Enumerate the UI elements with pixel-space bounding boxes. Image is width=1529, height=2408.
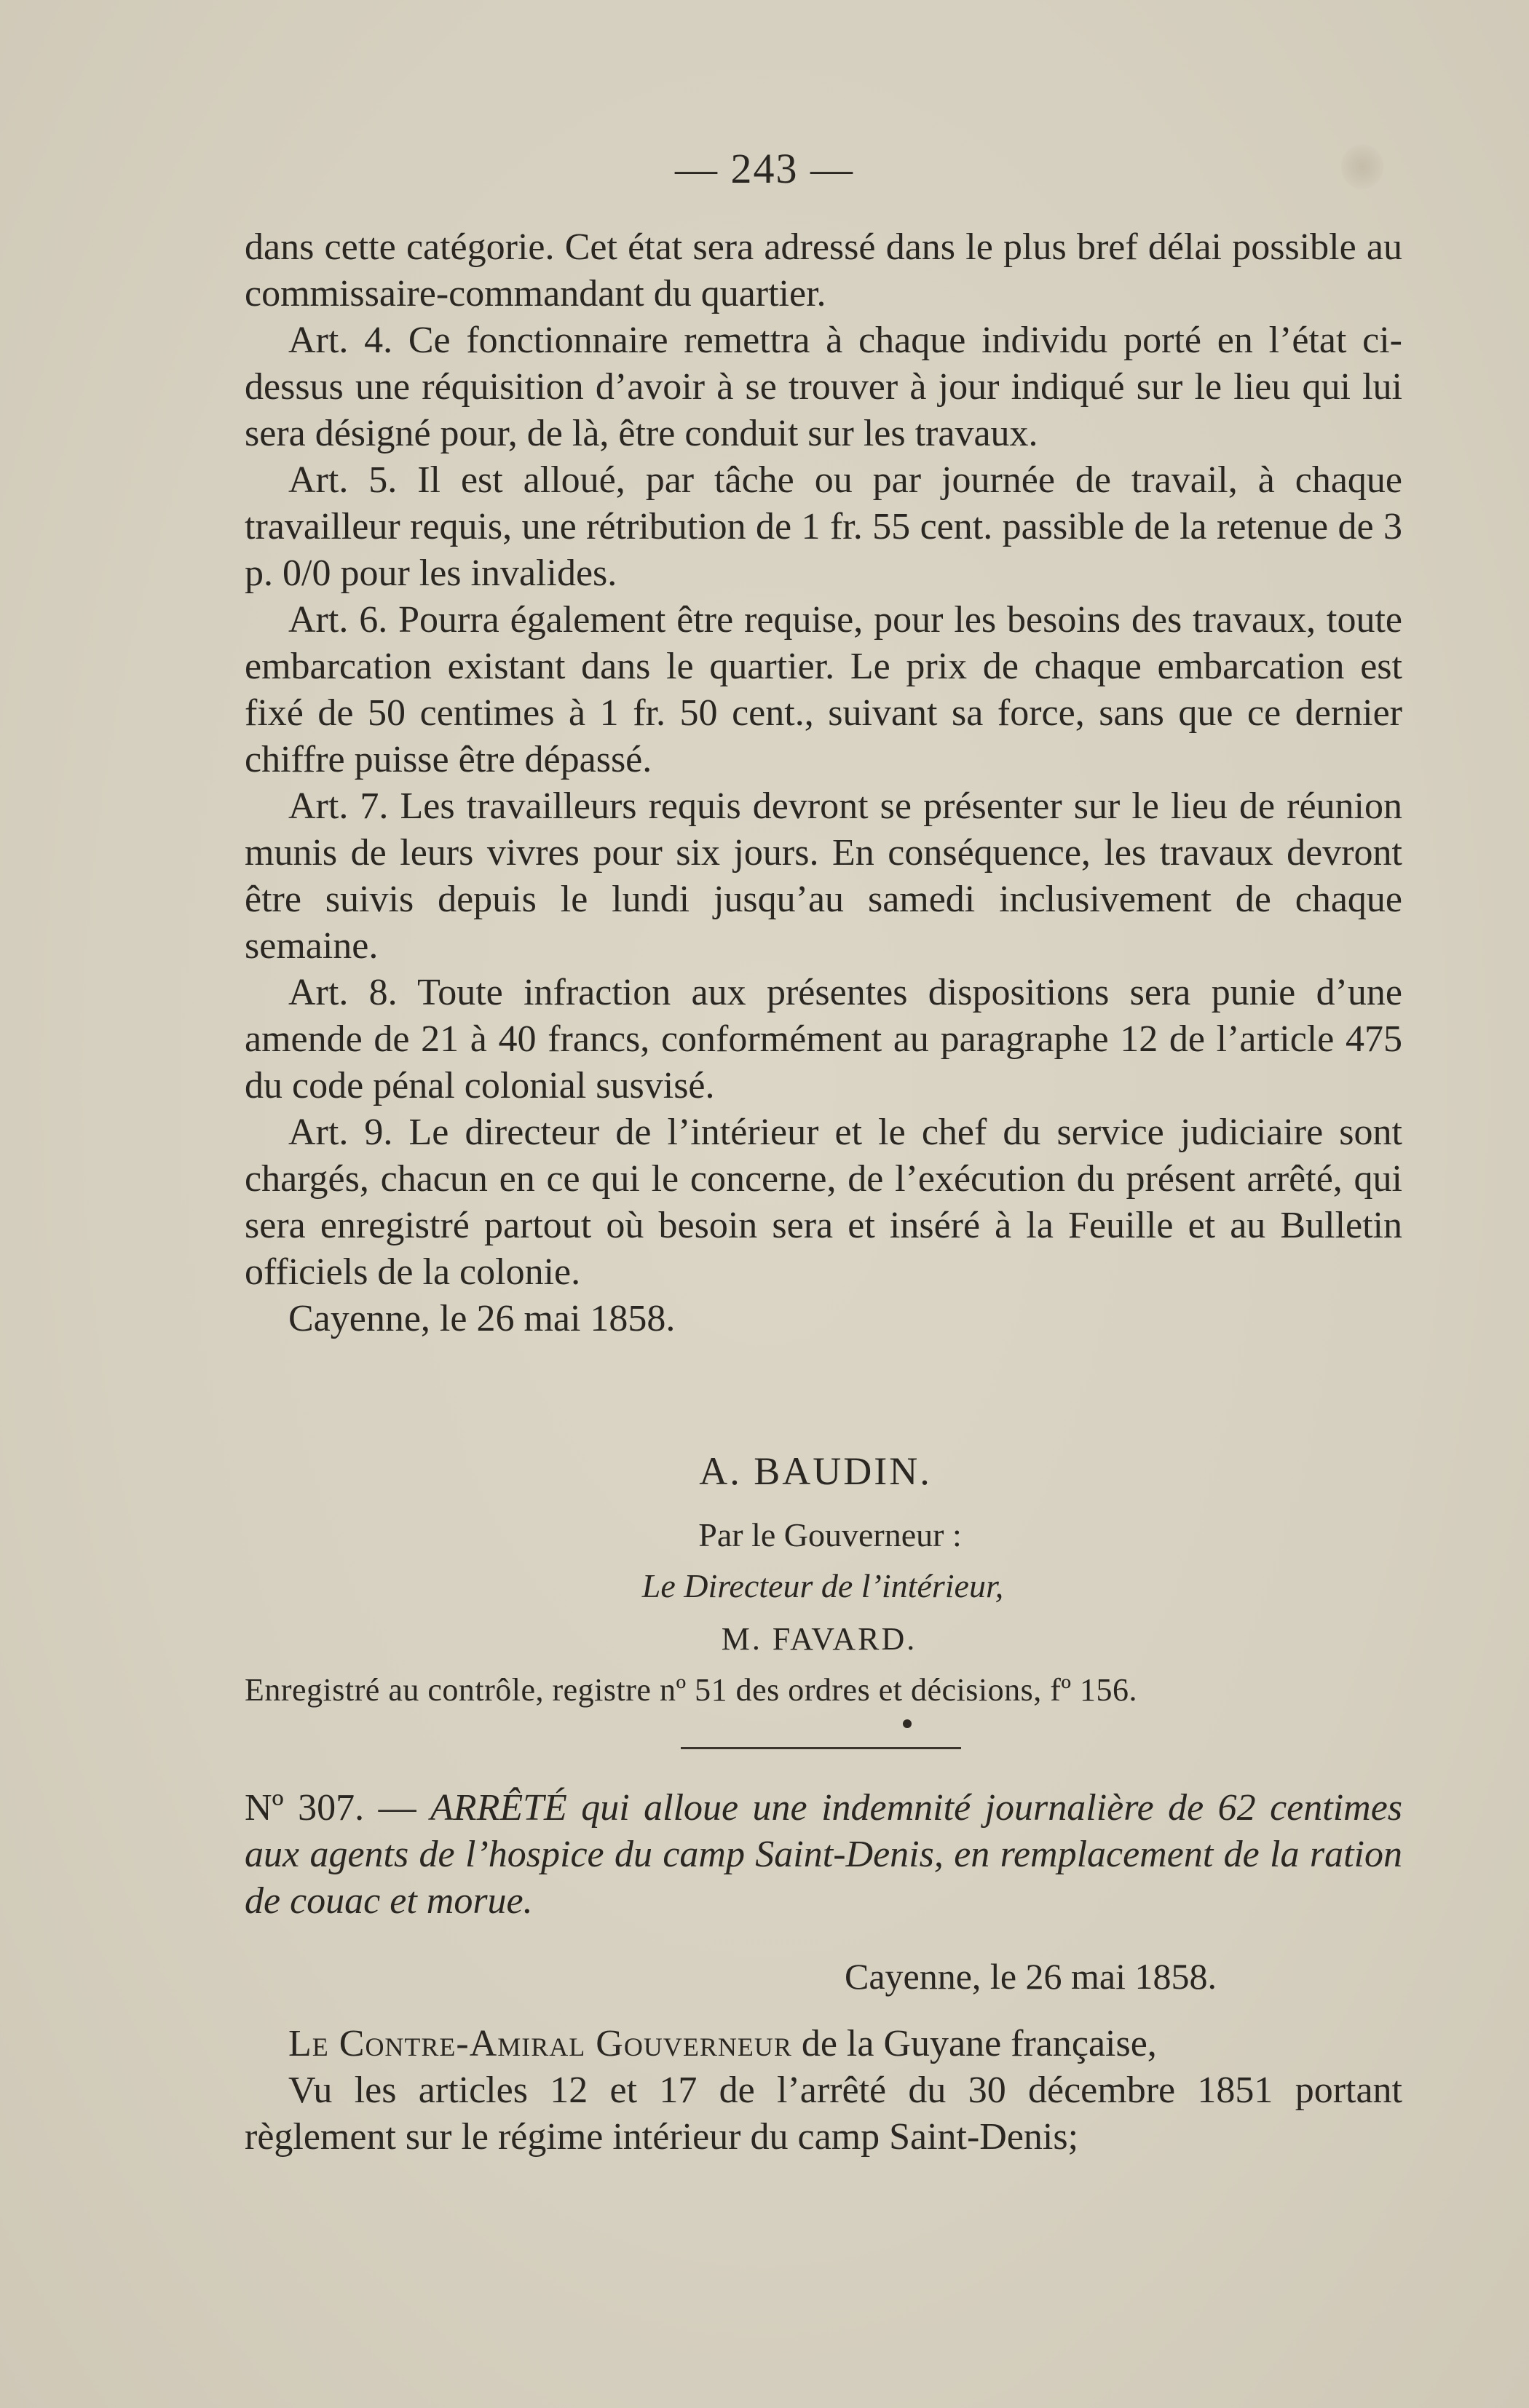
article-4: Art. 4. Ce fonctionnaire remettra à chaque individu porté en l’état ci-dessus une réquisition d’avoir à se trouver à jour indiqué sur le lieu qui lui sera désigné pour, de là, être conduit sur les travaux. bbox=[245, 320, 1402, 454]
signature-countersign: M. FAVARD. bbox=[721, 1621, 917, 1657]
decree-author bbox=[245, 2021, 1402, 2067]
decree-author-rest: de la Guyane française, bbox=[791, 2023, 1157, 2064]
article-9: Art. 9. Le directeur de l’intérieur et le chef du service judiciaire sont chargés, chacun en ce qui le concerne, de l’exécution du présent arrêté, qui sera enregistré partout où besoin sera et inséré à la Feuille et au Bulletin officiels de la colonie. bbox=[245, 1112, 1402, 1293]
article-5: Art. 5. Il est alloué, par tâche ou par journée de travail, à chaque travailleur requis, une rétribution de 1 fr. 55 cent. passible de la retenue de 3 p. 0/0 pour les invalides. bbox=[245, 459, 1402, 594]
page-number: — 243 — bbox=[675, 145, 854, 192]
registration-note: Enregistré au contrôle, registre nº 51 des ordres et décisions, fº 156. bbox=[245, 1672, 1137, 1708]
article-7: Art. 7. Les travailleurs requis devront se présenter sur le lieu de réunion munis de leurs vivres pour six jours. En conséquence, les travaux devront être suivis depuis le lundi jusqu’au samedi inclusivement de chaque semaine. bbox=[245, 785, 1402, 967]
section-divider bbox=[681, 1747, 961, 1749]
decree-considerant: Vu les articles 12 et 17 de l’arrêté du 30 décembre 1851 portant règlement sur le régime intérieur du camp Saint-Denis; bbox=[245, 2070, 1402, 2158]
signature-par: Par le Gouverneur : bbox=[698, 1516, 962, 1553]
paragraph-continuation: dans cette catégorie. Cet état sera adressé dans le plus bref délai possible au commissaire-commandant du quartier. bbox=[245, 226, 1402, 314]
main-text bbox=[245, 224, 1402, 1342]
article-6: Art. 6. Pourra également être requise, pour les besoins des travaux, toute embarcation existant dans le quartier. Le prix de chaque embarcation est fixé de 50 centimes à 1 fr. 50 cent., suivant sa force, sans que ce dernier chiffre puisse être dépassé. bbox=[245, 599, 1402, 780]
signature-director: Le Directeur de l’intérieur, bbox=[641, 1567, 1004, 1604]
place-date: Cayenne, le 26 mai 1858. bbox=[288, 1298, 676, 1339]
article-8: Art. 8. Toute infraction aux présentes dispositions sera punie d’une amende de 21 à 40 francs, conformément au paragraphe 12 de l’article 475 du code pénal colonial susvisé. bbox=[245, 972, 1402, 1106]
decree-place-date: Cayenne, le 26 mai 1858. bbox=[845, 1956, 1217, 1997]
decree-heading bbox=[245, 1785, 1402, 1925]
decree-body bbox=[245, 2021, 1402, 2161]
separator-dot bbox=[903, 1719, 912, 1728]
decree-number: Nº 307. — bbox=[245, 1787, 416, 1829]
decree-head bbox=[245, 1785, 1402, 1925]
signature-name: A. BAUDIN. bbox=[699, 1449, 932, 1493]
decree-title: ARRÊTÉ qui alloue une indemnité journalière de 62 centimes aux agents de l’hospice du camp Saint-Denis, en remplacement de la ration de couac et morue. bbox=[245, 1787, 1403, 1922]
decree-author-title: Le Contre-Amiral Gouverneur bbox=[288, 2023, 792, 2064]
